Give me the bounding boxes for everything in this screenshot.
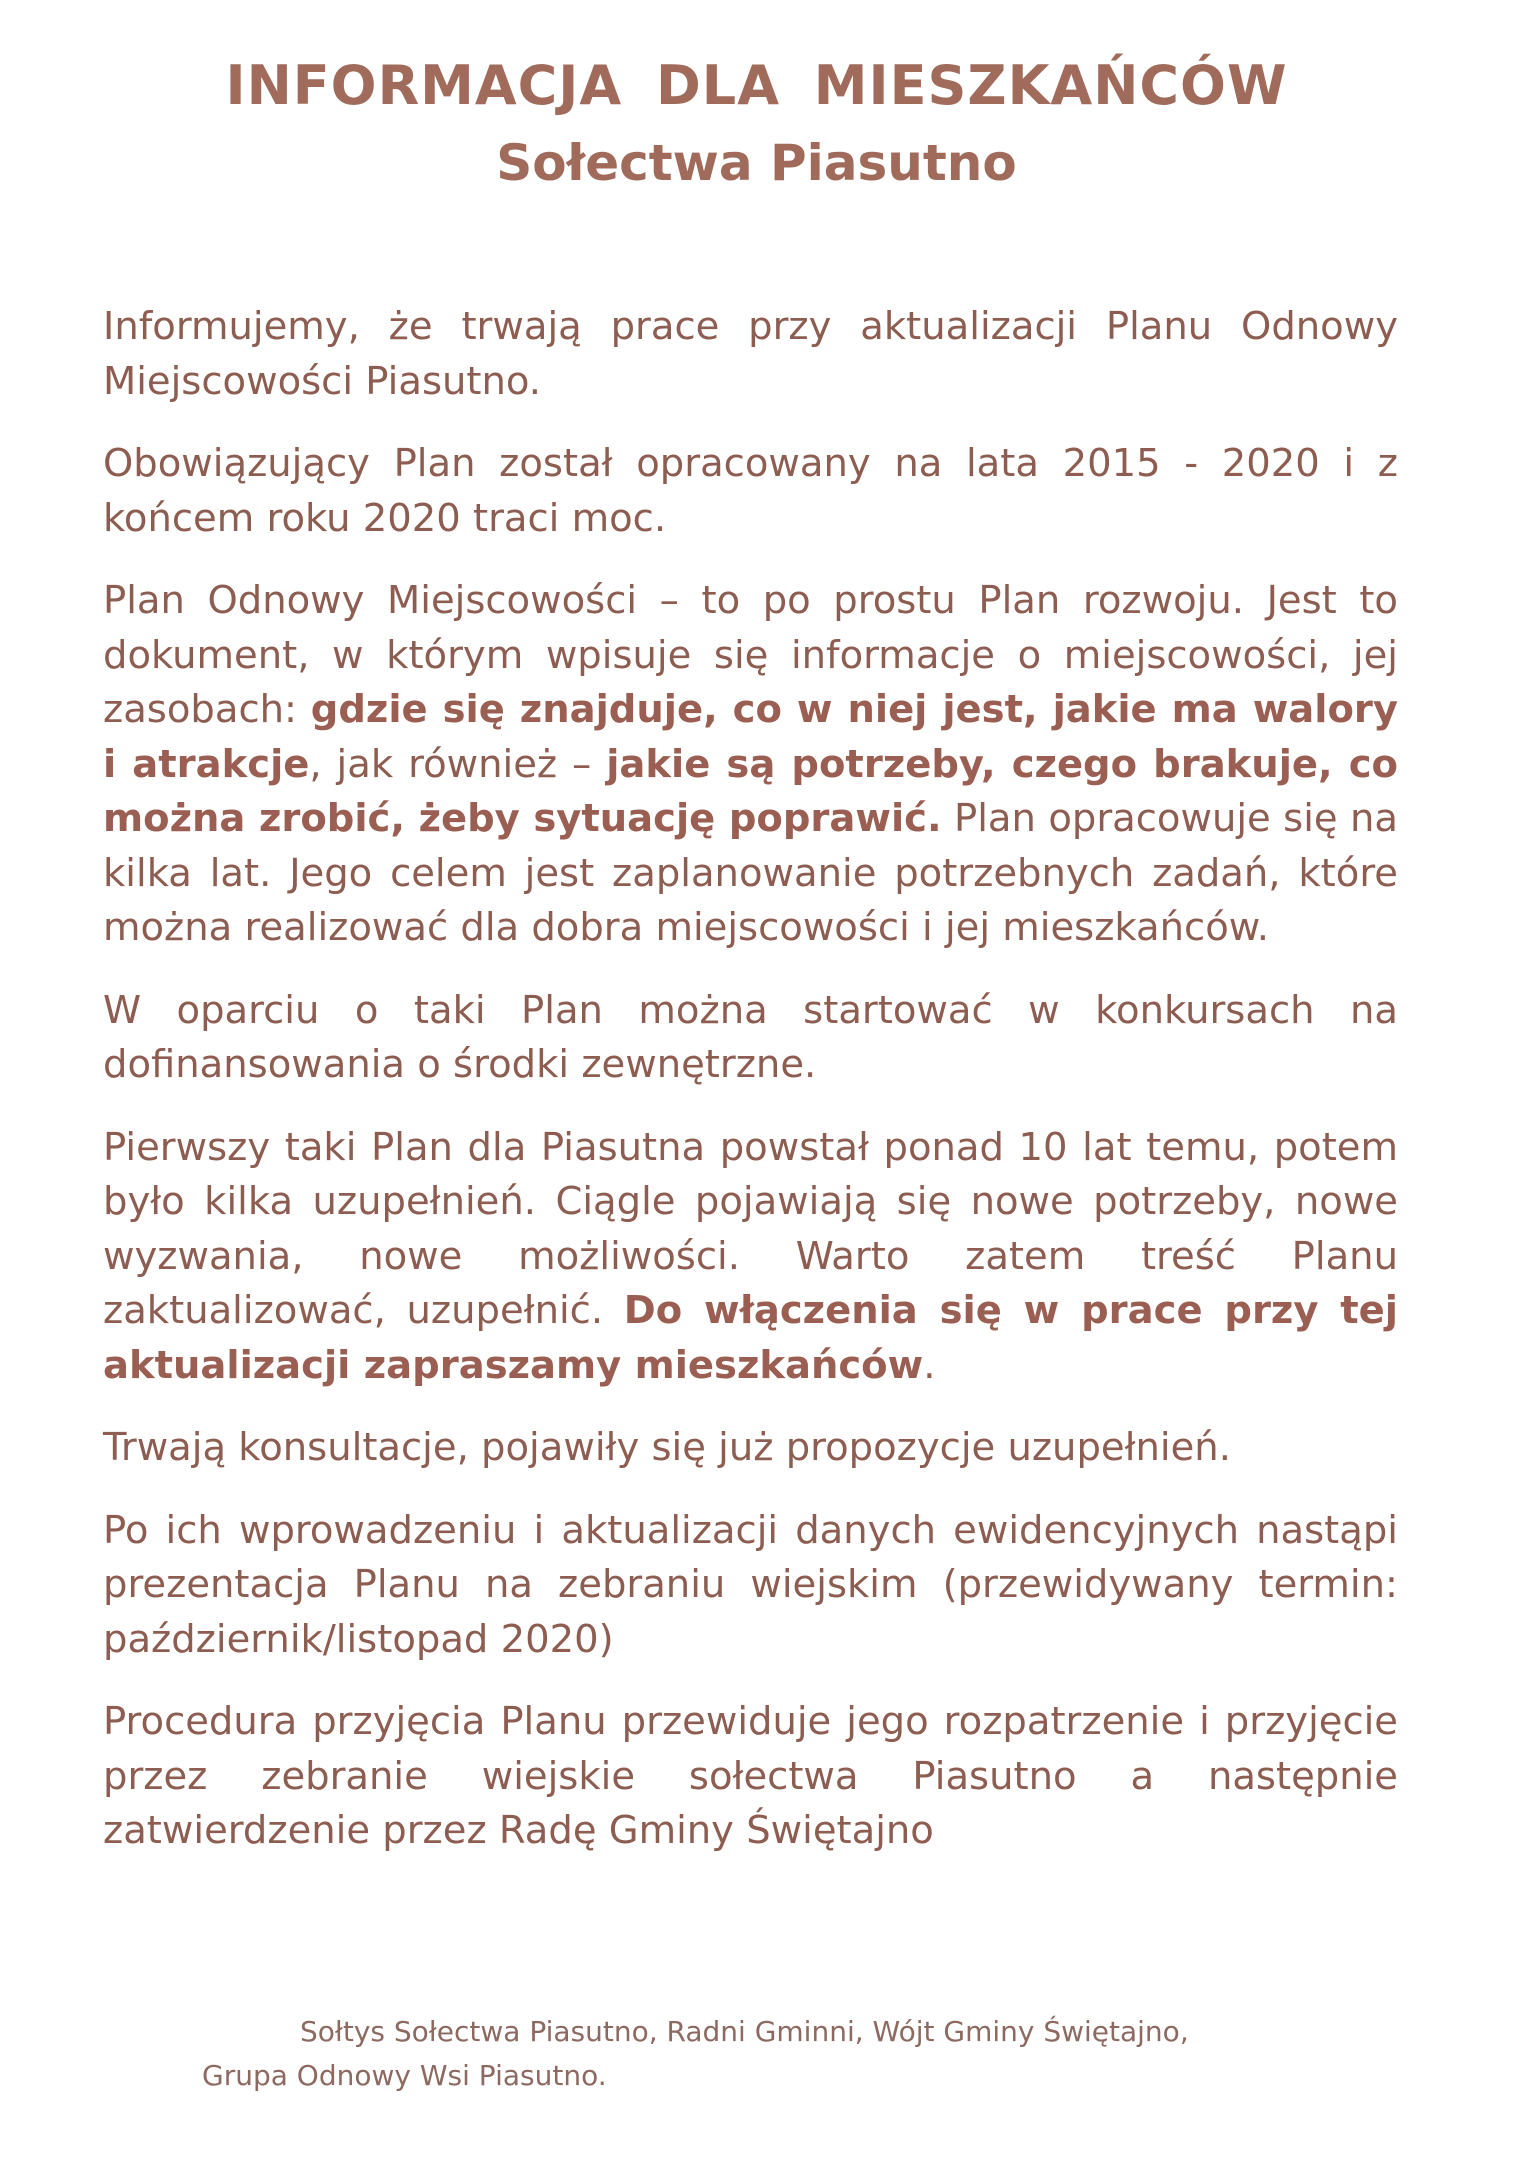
paragraph-5 [103, 1121, 1398, 1394]
paragraph-5-text-a: Pierwszy taki Plan dla Piasutna powstał ponad 10 lat temu, potem było kilka uzupełnień. Ciągle pojawiają się nowe potrzeby, nowe wyzwania, nowe możliwości. Warto zatem treść Planu zaktualizować, uzupełnić. [103, 1124, 1398, 1333]
paragraph-8: Procedura przyjęcia Planu przewiduje jego rozpatrzenie i przyjęcie przez zebranie wiejskie sołectwa Piasutno a następnie zatwierdzenie przez Radę Gminy Świętajno [103, 1699, 1398, 1853]
document-header [0, 45, 1513, 199]
paragraph-5-text-b: . [923, 1342, 936, 1388]
document-title: INFORMACJA DLA MIESZKAŃCÓW [225, 54, 1288, 117]
paragraph-2: Obowiązujący Plan został opracowany na lata 2015 - 2020 i z końcem roku 2020 traci moc. [103, 441, 1398, 541]
paragraph-6: Trwają konsultacje, pojawiły się już propozycje uzupełnień. [103, 1425, 1231, 1470]
document-subtitle: Sołectwa Piasutno [496, 134, 1017, 192]
paragraph-7: Po ich wprowadzeniu i aktualizacji danych ewidencyjnych nastąpi prezentacja Planu na zebraniu wiejskim (przewidywany termin: październik/listopad 2020) [103, 1507, 1398, 1662]
paragraph-3-bold-b: jakie są potrzeby, czego brakuje, co można zrobić, żeby sytuację poprawić. [103, 741, 1399, 841]
paragraph-4: W oparciu o taki Plan można startować w konkursach na dofinansowania o środki zewnętrzne. [103, 987, 1398, 1087]
signature-line-1: Sołtys Sołectwa Piasutno, Radni Gminni, Wójt Gminy Świętajno, [300, 2015, 1189, 2048]
document-signature [0, 2010, 1513, 2098]
document-body [103, 300, 1398, 1887]
paragraph-5-bold: Do włączenia się w prace przy tej aktualizacji zapraszamy mieszkańców [103, 1288, 1398, 1388]
signature-line-2: Grupa Odnowy Wsi Piasutno. [202, 2059, 607, 2092]
paragraph-3-bold-a: gdzie się znajduje, co w niej jest, jakie ma walory i atrakcje [103, 687, 1398, 787]
paragraph-3-text-c: Plan opracowuje się na kilka lat. Jego celem jest zaplanowanie potrzebnych zadań, które można realizować dla dobra miejscowości i jej mieszkańców. [103, 796, 1398, 950]
paragraph-3-text-b: , jak również – [309, 741, 607, 787]
paragraph-3-text-a: Plan Odnowy Miejscowości – to po prostu Plan rozwoju. Jest to dokument, w którym wpisuje się informacje o miejscowości, jej zasobach: [103, 578, 1398, 732]
paragraph-3 [103, 574, 1398, 956]
paragraph-1: Informujemy, że trwają prace przy aktualizacji Planu Odnowy Miejscowości Piasutno. [103, 304, 1398, 404]
